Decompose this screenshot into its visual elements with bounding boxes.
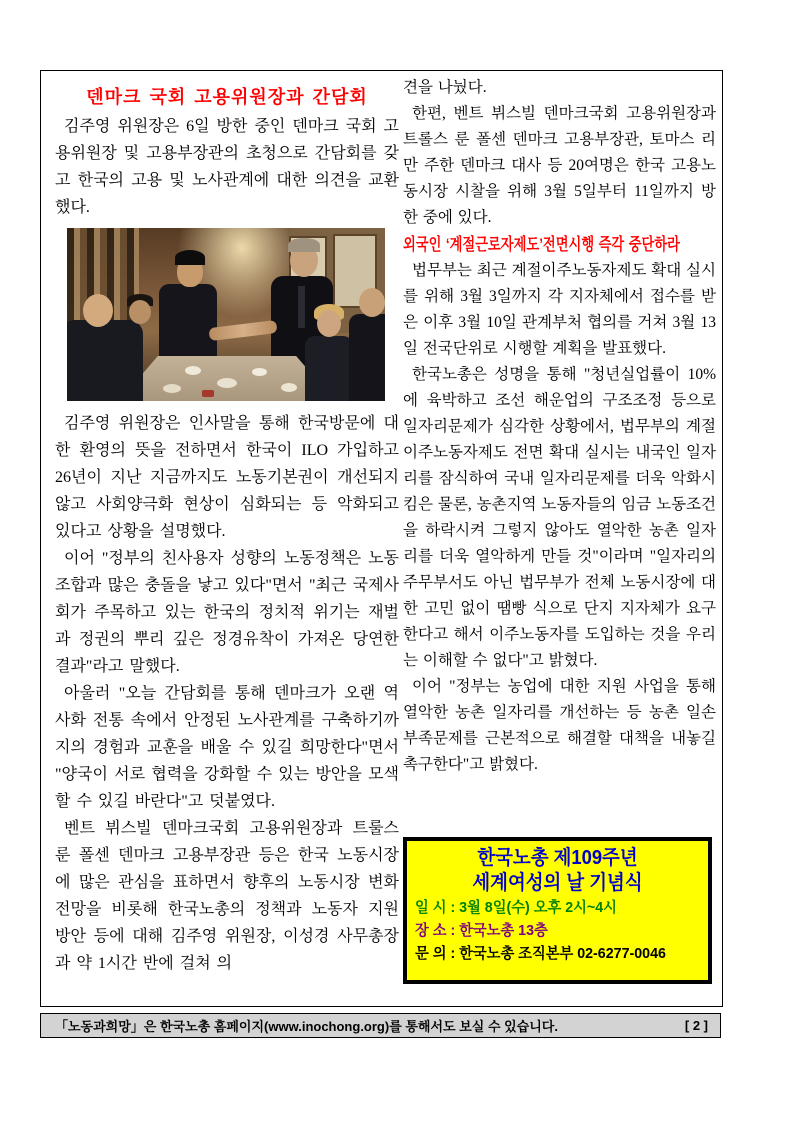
footer-bar bbox=[40, 1013, 721, 1038]
photo-seated-woman-face bbox=[129, 300, 151, 324]
photo-seated-woman-right-suit bbox=[305, 336, 353, 401]
photo-dish bbox=[252, 368, 267, 376]
photo-dish bbox=[217, 378, 237, 388]
event-title-line2: 세계여성의 날 기념식 bbox=[472, 872, 643, 894]
article1-paragraph-continued: 견을 나눴다. bbox=[403, 79, 487, 96]
photo-handshake bbox=[208, 320, 277, 341]
article2-paragraph: 한국노총은 성명을 통해 "청년실업률이 10%에 육박하고 조선 해운업의 구조조정 등으로 일자리문제가 심각한 상황에서, 법무부의 계절이주노동자제도 전면 확대 실시는 내국인 일자리를 잠식하여 국내 일자리문제를 더욱 악화시킴은 물론, 농촌지역 노동자들의 임금 노동조건을 하락시켜 그렇지 않아도 열악한 농촌 일자리를 더욱 열악하게 만들 것"이라며 "일자리의 주무부서도 아닌 법무부가 전체 노동시장에 대한 고민 없이 땜빵 식으로 단지 지자체가 요구한다고 해서 이주노동자를 도입하는 것을 우리는 이해할 수 없다"고 밝혔다. bbox=[403, 366, 716, 669]
photo-standing-man-right-tie bbox=[298, 286, 305, 328]
photo-seated-man-left-face bbox=[83, 294, 113, 327]
article1-paragraph: 한편, 벤트 뷔스빌 덴마크국회 고용위원장과 트롤스 룬 폴센 덴마크 고용부장관, 토마스 리만 주한 덴마크 대사 등 20여명은 한국 고용노동시장 시찰을 위해 3월 5일부터 11일까지 방한 중에 있다. bbox=[403, 105, 716, 226]
photo-standing-man-right-hair bbox=[288, 238, 320, 252]
article1-paragraph: 아울러 "오늘 간담회를 통해 덴마크가 오랜 역사화 전통 속에서 안정된 노사관계를 구축하기까지의 경험과 교훈을 배울 수 있길 희망한다"면서 "양국이 서로 협력을 강화할 수 있는 방안을 모색할 수 있길 바란다"고 덧붙였다. bbox=[55, 685, 399, 810]
photo-seated-woman-right-face bbox=[317, 310, 341, 337]
photo-seated-man-left-suit bbox=[67, 320, 143, 401]
article1-paragraph: 김주영 위원장은 인사말을 통해 한국방문에 대한 환영의 뜻을 전하면서 한국이 ILO 가입하고 26년이 지난 지금까지도 노동기본권이 개선되지 않고 사회양극화 현상이 심화되는 등 악화되고 있다고 상황을 설명했다. bbox=[55, 415, 399, 540]
article1-paragraph: 김주영 위원장은 6일 방한 중인 덴마크 국회 고용위원장 및 고용부장관의 초청으로 간담회를 갖고 한국의 고용 및 노사관계에 대한 의견을 교환했다. bbox=[55, 118, 399, 216]
article1-headline: 덴마크 국회 고용위원장과 간담회 bbox=[86, 87, 368, 107]
article2-headline: 외국인 ‘계절근로자제도’전면시행 즉각 중단하라 bbox=[403, 235, 680, 254]
event-schedule: 일 시 : 3월 8일(수) 오후 2시~4시 bbox=[415, 899, 617, 916]
photo-napkin bbox=[202, 390, 214, 397]
event-contact: 문 의 : 한국노총 조직본부 02-6277-0046 bbox=[415, 945, 666, 962]
right-column bbox=[403, 75, 716, 835]
content-box bbox=[40, 70, 723, 1007]
photo-dish bbox=[163, 384, 181, 393]
article1-paragraph: 이어 "정부의 친사용자 성향의 노동정책은 노동조합과 많은 충돌을 낳고 있다"면서 "최근 국제사회가 주목하고 있는 한국의 정치적 위기는 재벌과 정권의 뿌리 깊은 정경유착이 가져온 당연한 결과"라고 말했다. bbox=[55, 550, 399, 675]
event-title-line1: 한국노총 제109주년 bbox=[477, 847, 638, 869]
event-venue: 장 소 : 한국노총 13층 bbox=[415, 922, 548, 939]
article1-paragraph: 벤트 뷔스빌 덴마크국회 고용위원장과 트룰스 룬 폴센 덴마크 고용부장관 등은 한국 노동시장에 많은 관심을 표하면서 향후의 노동시장 변화 전망을 비롯해 한국노총의 정책과 노동자 지원 방안 등에 대해 김주영 위원장, 이성경 사무총장과 약 1시간 반에 걸쳐 의 bbox=[55, 820, 399, 972]
photo-dish bbox=[281, 383, 297, 392]
article2-paragraph: 이어 "정부는 농업에 대한 지원 사업을 통해 열악한 농촌 일자리를 개선하는 등 농촌 일손 부족문제를 근본적으로 해결할 대책을 내놓길 촉구한다"고 밝혔다. bbox=[403, 678, 716, 773]
footer-page-number: [ 2 ] bbox=[684, 1018, 708, 1033]
left-column bbox=[55, 79, 399, 1001]
photo-seated-man-right-suit bbox=[349, 314, 385, 401]
photo-seated-man-right-face bbox=[359, 288, 385, 317]
photo-dish bbox=[185, 366, 201, 375]
meeting-photo bbox=[67, 228, 385, 401]
photo-standing-man-left-hair bbox=[175, 250, 205, 265]
event-announcement-box bbox=[403, 837, 712, 984]
footer-notice: 「노동과희망」은 한국노총 홈페이지(www.inochong.org)를 통해서도 보실 수 있습니다. bbox=[55, 1019, 558, 1034]
article2-paragraph: 법무부는 최근 계절이주노동자제도 확대 실시를 위해 3월 3일까지 각 지자체에서 접수를 받은 이후 3월 10일 관계부처 협의를 거쳐 3월 13일 전국단위로 시행할 계획을 발표했다. bbox=[403, 262, 716, 357]
